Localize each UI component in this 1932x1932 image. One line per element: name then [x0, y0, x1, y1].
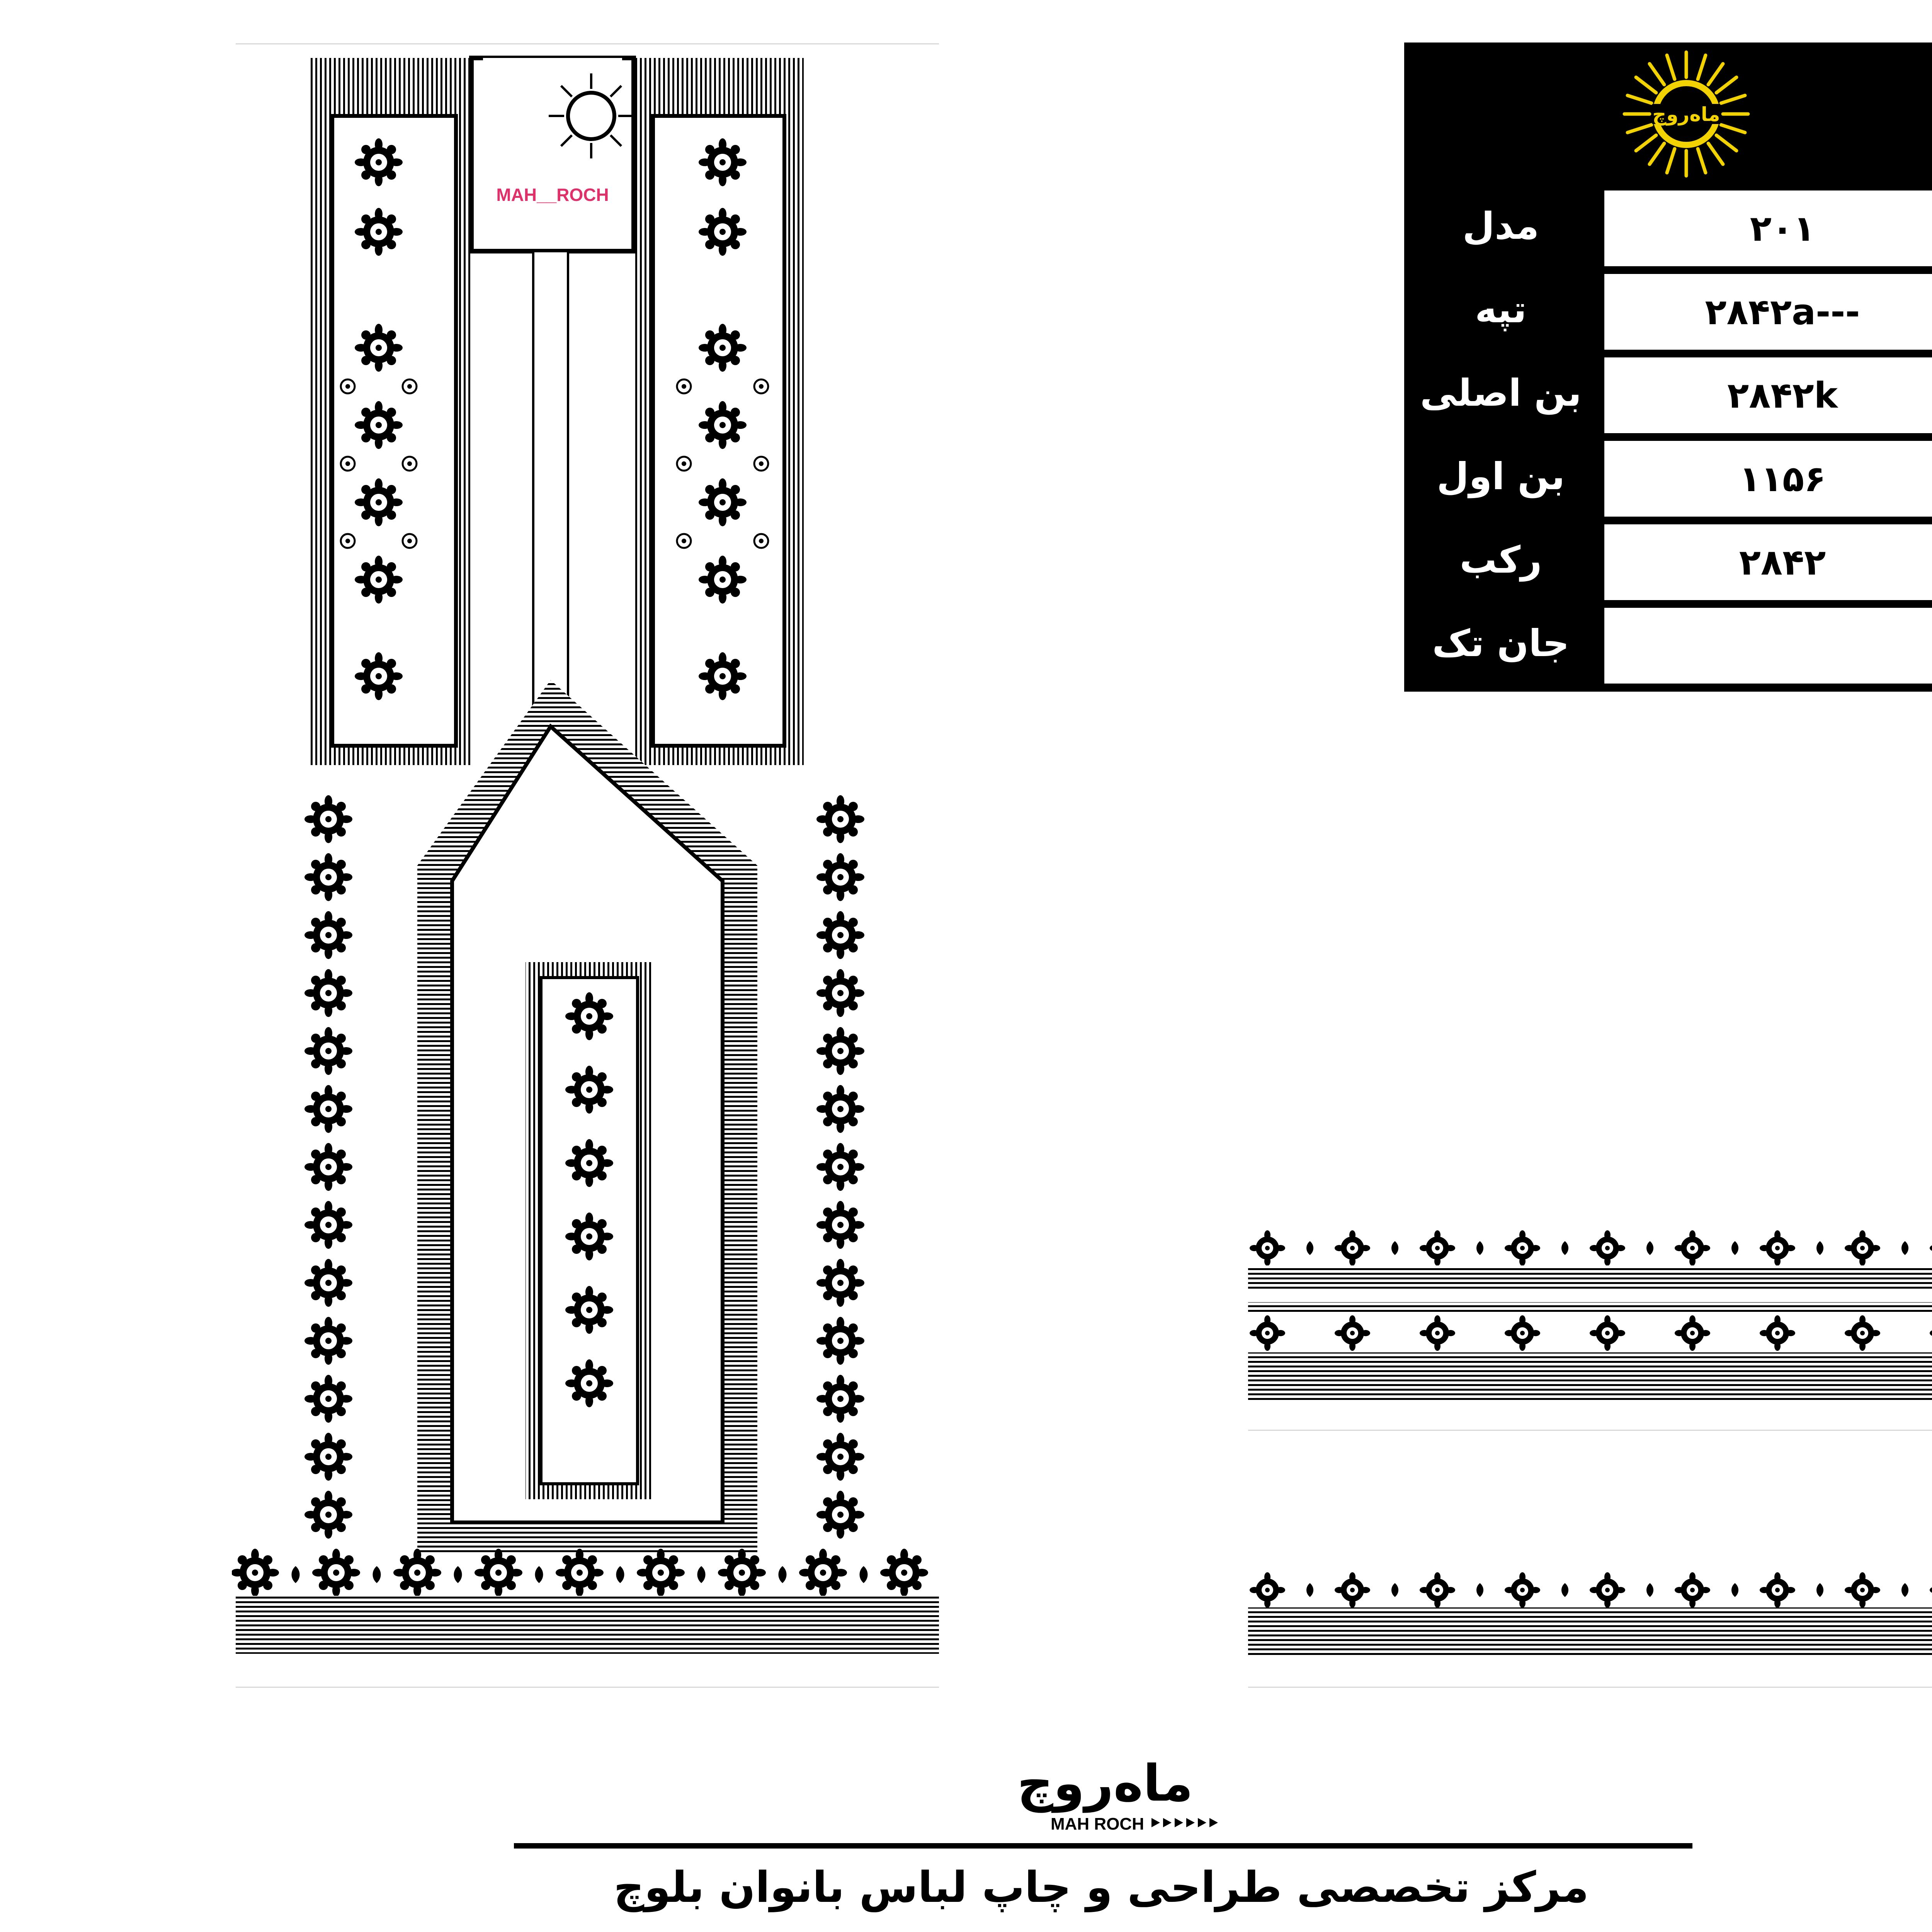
- spec-label: تپه: [1475, 288, 1527, 331]
- arrow-decoration-icon: [1151, 1818, 1218, 1827]
- spec-label: بن اول: [1437, 455, 1565, 498]
- footer-tagline: مرکز تخصصی طراحی و چاپ لباس بانوان بلوچ: [614, 1862, 1589, 1912]
- spec-label: بن اصلی: [1420, 371, 1582, 415]
- spec-value: ۱۱۵۶: [1604, 441, 1932, 517]
- sleeve-divider: [1248, 1430, 1932, 1431]
- spec-value: [1604, 608, 1932, 684]
- instagram-handle: MAH__ROCH: [496, 185, 609, 205]
- spec-label: مدل: [1462, 204, 1539, 248]
- spec-label: رکب: [1459, 538, 1542, 582]
- footer-logo-en: MAH ROCH: [1051, 1815, 1144, 1833]
- footer-divider: [514, 1843, 1692, 1849]
- spec-row-rekab: [1404, 521, 1932, 605]
- spec-row-tappeh: [1404, 271, 1932, 354]
- top-divider-left: [236, 43, 939, 44]
- spec-value: ۲۸۴۲a---: [1604, 274, 1932, 350]
- sleeve-border-pattern: [1248, 1217, 1932, 1700]
- spec-table: [1404, 43, 1932, 692]
- spec-label: جان تک: [1432, 622, 1570, 665]
- spec-table-logo-cell: [1404, 43, 1932, 185]
- table-logo-text: ماه‌روچ: [1652, 103, 1720, 126]
- footer-logo-fa: ماه‌روچ: [1017, 1754, 1193, 1813]
- spec-row-first-base: [1404, 438, 1932, 521]
- footer-brand-logo: [970, 1754, 1240, 1839]
- spec-row-model: [1404, 187, 1932, 271]
- sun-logo-icon: [1404, 43, 1932, 185]
- spec-value: ۲۸۴۲k: [1604, 357, 1932, 433]
- sleeve-bottom-divider: [1248, 1687, 1932, 1688]
- bottom-divider-left: [236, 1687, 939, 1688]
- spec-value: ۲۰۱: [1604, 190, 1932, 266]
- spec-row-jan-tak: [1404, 605, 1932, 688]
- dress-pattern-panel: [232, 39, 947, 1700]
- spec-value: ۲۸۴۲: [1604, 524, 1932, 600]
- spec-row-main-base: [1404, 354, 1932, 438]
